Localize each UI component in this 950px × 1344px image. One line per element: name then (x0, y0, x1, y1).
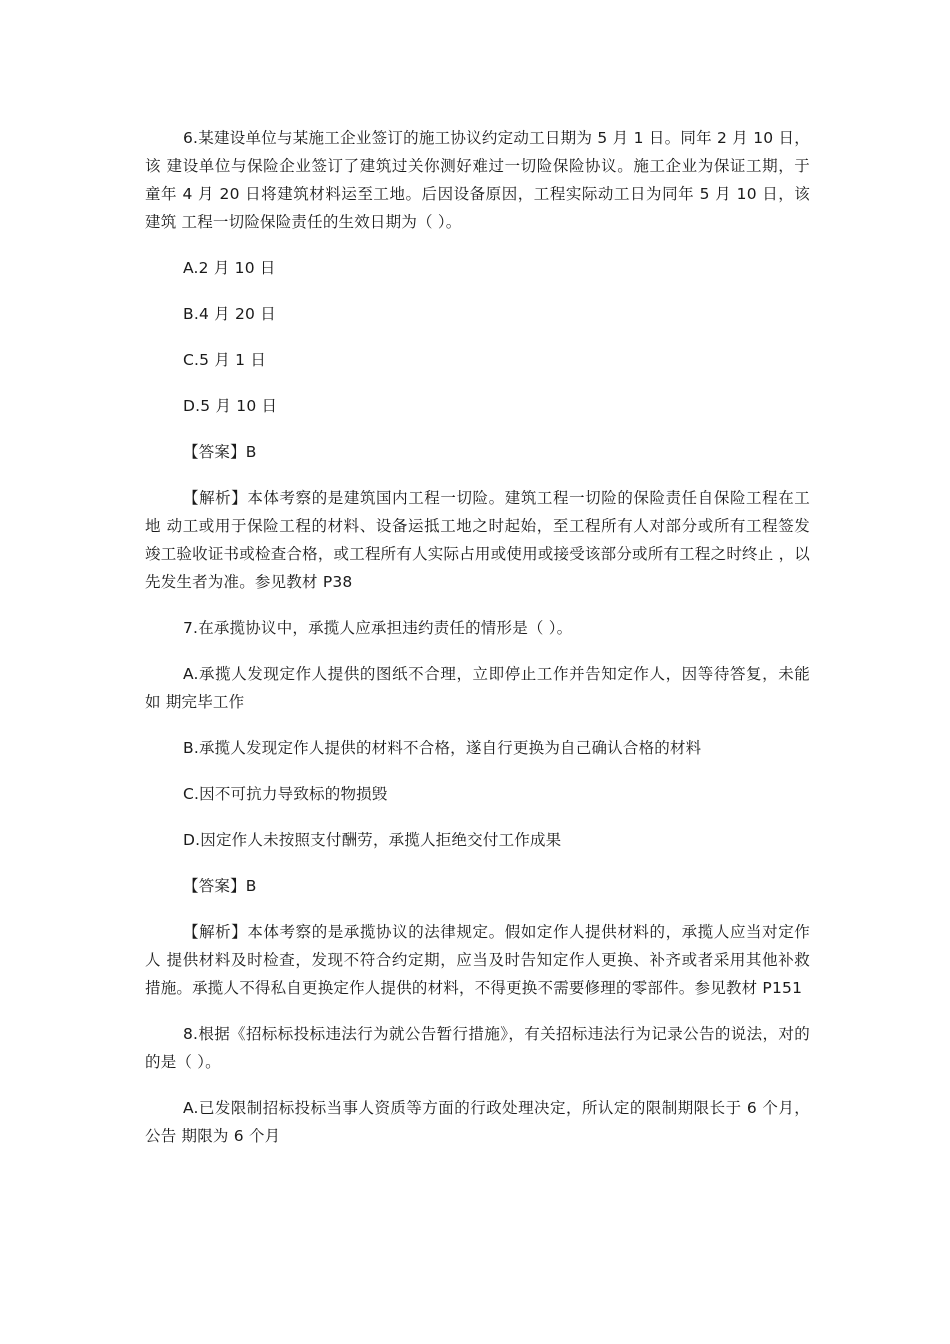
question-8-option-a: A.已发限制招标投标当事人资质等方面的行政处理决定，所认定的限制期限长于 6 个月，公告 期限为 6 个月 (145, 1099, 810, 1145)
question-7-option-a: A.承揽人发现定作人提供的图纸不合理，立即停止工作并告知定作人，因等待答复，未能如 期完毕工作 (145, 665, 810, 711)
question-6-analysis: 【解析】本体考察的是建筑国内工程一切险。建筑工程一切险的保险责任自保险工程在工地 动工或用于保险工程的材料、设备运抵工地之时起始，至工程所有人对部分或所有工程签发 竣工验收证书或检查合格，或工程所有人实际占用或使用或接受该部分或所有工程之时终止 ，以先发生者为准。参见教材 P38 (145, 489, 810, 591)
question-7-option-c: C.因不可抗力导致标的物损毁 (183, 785, 388, 803)
question-7-option-b: B.承揽人发现定作人提供的材料不合格，遂自行更换为自己确认合格的材料 (183, 739, 702, 757)
question-7-option-d: D.因定作人未按照支付酬劳，承揽人拒绝交付工作成果 (183, 831, 562, 849)
question-7-stem: 7.在承揽协议中，承揽人应承担违约责任的情形是（ ）。 (183, 619, 573, 637)
question-6-option-a: A.2 月 10 日 (183, 259, 276, 277)
document-page (145, 124, 810, 1168)
question-7-answer: 【答案】B (183, 877, 257, 895)
question-7-analysis: 【解析】本体考察的是承揽协议的法律规定。假如定作人提供材料的，承揽人应当对定作人 提供材料及时检查，发现不符合约定期，应当及时告知定作人更换、补齐或者采用其他补救 措施。承揽人不得私自更换定作人提供的材料，不得更换不需要修理的零部件。参见教材 P151 (145, 923, 810, 997)
question-8-stem: 8.根据《招标标投标违法行为就公告暂行措施》，有关招标违法行为记录公告的说法，对的 的是（ ）。 (145, 1025, 810, 1071)
question-6-option-c: C.5 月 1 日 (183, 351, 267, 369)
question-6-option-b: B.4 月 20 日 (183, 305, 276, 323)
question-6-answer: 【答案】B (183, 443, 257, 461)
question-6-option-d: D.5 月 10 日 (183, 397, 278, 415)
question-6-stem: 6.某建设单位与某施工企业签订的施工协议约定动工日期为 5 月 1 日。同年 2 月 10 日，该 建设单位与保险企业签订了建筑过关你测好难过一切险保险协议。施工企业为保证工期，于 童年 4 月 20 日将建筑材料运至工地。后因设备原因，工程实际动工日为同年 5 月 10 日，该建筑 工程一切险保险责任的生效日期为（ ）。 (145, 129, 810, 231)
